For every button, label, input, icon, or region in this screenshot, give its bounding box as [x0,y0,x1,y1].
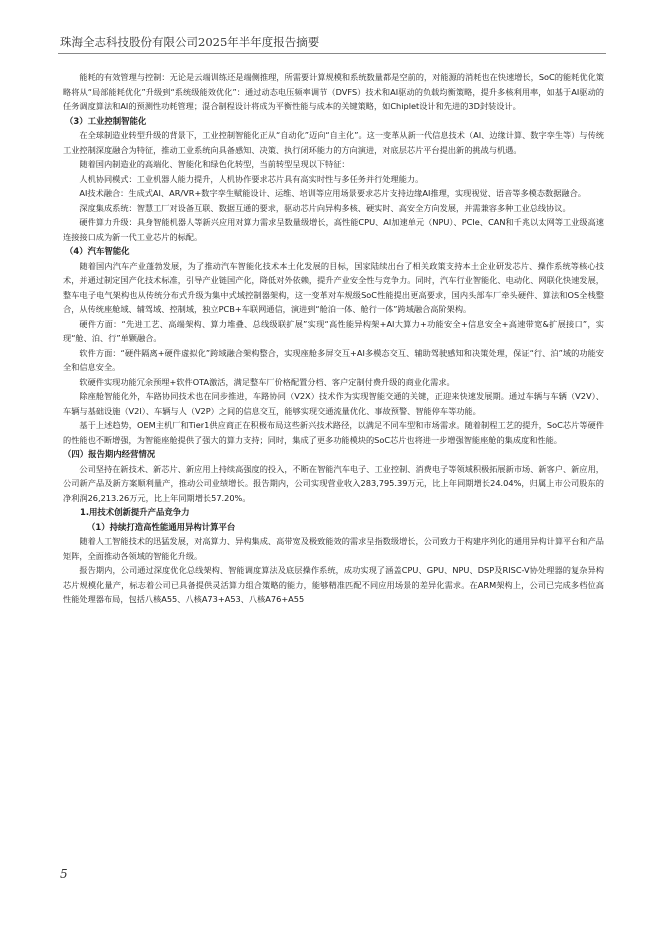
heading-automotive: （4）汽车智能化 [65,246,130,256]
paragraph-human-machine: 人机协同模式：工业机器人能力提升，人机协作要求芯片具有高实时性与多任务并行处理能力。 [79,173,424,184]
report-header-title: 珠海全志科技股份有限公司2025年半年度报告摘要 [60,35,320,49]
paragraph-automotive-intro: 随着国内汽车产业蓬勃发展，为了推动汽车智能化技术本土化发展的目标，国家陆续出台了相关政策支持本土企业研发芯片、操作系统等核心技术，并通过制定国产化技术标准，引导产业链国产化，降低对外依赖，提升产业安全性与竞争力。同时，汽车行业智能化、电动化、网联化快速发展，整车电子电气架构也从传统分布式升级为集中式域控制器架构，这一变革对车规级SoC性能提出更高要求，国内头部车厂牵头硬件、算法和OS全栈整合，从传统座舱域、辅驾域、控制域，独立PCB+车联网通信，演进到“舱泊一体、舱行一体”跨域融合高阶架构。 [63,260,604,314]
paragraph-v2x: 除座舱智能化外，车路协同技术也在同步推进，车路协同（V2X）技术作为实现智能交通的关键，正迎来快速发展期。通过车辆与车辆（V2V）、车辆与基础设施（V2I）、车辆与人（V2P）之间的信息交互，能够实现交通流量优化、事故预警、智能停车等功能。 [63,391,604,416]
heading-heterogeneous-platform: （1）持续打造高性能通用异构计算平台 [87,521,236,532]
paragraph-industrial-intro: 在全球制造业转型升级的背景下，工业控制智能化正从“自动化”迈向“自主化”。这一变革从新一代信息技术（AI、边缘计算、数字孪生等）与传统工业控制深度融合为特征，推动工业系统向具备感知、决策、执行闭环能力的方向演进，对底层芯片平台提出新的挑战与机遇。 [63,130,604,155]
paragraph-oem-trends: 基于上述趋势，OEM主机厂和Tier1供应商正在积极布局这些新兴技术路径，以满足不同车型和市场需求。随着制程工艺的提升，SoC芯片等硬件的性能也不断增强，为智能座舱提供了强大的算力支持；同时，集成了更多功能模块的SoC芯片也将进一步增强智能座舱的集成度和性能。 [63,420,604,445]
paragraph-automotive-ota: 软硬件实现功能冗余预埋+软件OTA激活，满足整车厂价格配置分档、客户定制付费升级的商业化需求。 [79,376,455,387]
paragraph-automotive-hardware: 硬件方面：“先进工艺、高端架构、算力堆叠、总线级联扩展”实现“高性能异构架+AI大算力+功能安全+信息安全+高速带宽&扩展接口”，实现“舱、泊、行”单颗融合。 [63,318,604,343]
heading-industrial-control: （3）工业控制智能化 [65,115,147,126]
document-body [63,70,604,607]
page-number: 5 [60,867,68,881]
paragraph-automotive-software: 软件方面：“硬件隔离+硬件虚拟化”跨域融合架构整合，实现座舱多屏交互+AI多模态交互、辅助驾驶感知和决策处理，保证“行、泊”域的功能安全和信息安全。 [63,347,604,372]
paragraph-reporting-period: 报告期内，公司通过深度优化总线架构、智能调度算法及底层操作系统，成功实现了涵盖CPU、GPU、NPU、DSP及RISC-V协处理器的复杂异构芯片规模化量产，标志着公司已具备提供灵活算力组合策略的能力，能够精准匹配不同应用场景的差异化需求。在ARM架构上，公司已完成多档位高性能处理器布局，包括八核A55、八核A73+A53、八核A76+A55 [63,565,604,604]
paragraph-energy-management: 能耗的有效管理与控制：无论是云端训练还是端侧推理，所需要计算规模和系统数量都是空前的，对能源的消耗也在快速增长，SoC的能耗优化策略将从“局部能耗优化”升级到“系统级能效优化”：通过动态电压频率调节（DVFS）技术和AI驱动的负载均衡策略，提升多核利用率，如基于AI驱动的任务调度算法和AI的预测性功耗管理；混合制程设计将成为平衡性能与成本的关键策略，如Chiplet设计和先进的3D封装设计。 [63,72,604,111]
paragraph-operations-summary: 公司坚持在新技术、新芯片、新应用上持续高强度的投入，不断在智能汽车电子、工业控制、消费电子等领域积极拓展新市场、新客户、新应用，公司新产品及新方案顺利量产，推动公司业绩增长。报告期内，公司实现营业收入283,795.39万元，比上年同期增长24.04%，归属上市公司股东的净利润26,213.26万元，比上年同期增长57.20%。 [63,463,604,503]
heading-operations: （四）报告期内经营情况 [63,449,156,459]
paragraph-deep-integration: 深度集成系统：智慧工厂对设备互联、数据互通的要求，驱动芯片向异构多核、硬实时、高安全方向发展，并需兼容多种工业总线协议。 [79,202,571,213]
paragraph-industrial-features: 随着国内制造业的高端化、智能化和绿色化转型，当前转型呈现以下特征： [79,159,350,169]
paragraph-ai-demand: 随着人工智能技术的迅猛发展，对高算力、异构集成、高带宽及极致能效的需求呈指数级增长，公司致力于构建序列化的通用异构计算平台和产品矩阵，全面推动各领域的智能化升级。 [63,536,604,561]
header-divider [58,53,606,54]
heading-tech-innovation: 1.用技术创新提升产品竞争力 [80,507,190,517]
paragraph-hardware-compute: 硬件算力升级：具身智能机器人等新兴应用对算力需求呈数量级增长，高性能CPU、AI加速单元（NPU）、PCIe、CAN和千兆以太网等工业级高速连接接口成为新一代工业芯片的标配。 [63,217,604,242]
paragraph-ai-fusion: AI技术融合：生成式AI、AR/VR+数字孪生赋能设计、运维、培训等应用场景要求芯片支持边缘AI推理，实现视觉、语音等多模态数据融合。 [79,188,586,198]
